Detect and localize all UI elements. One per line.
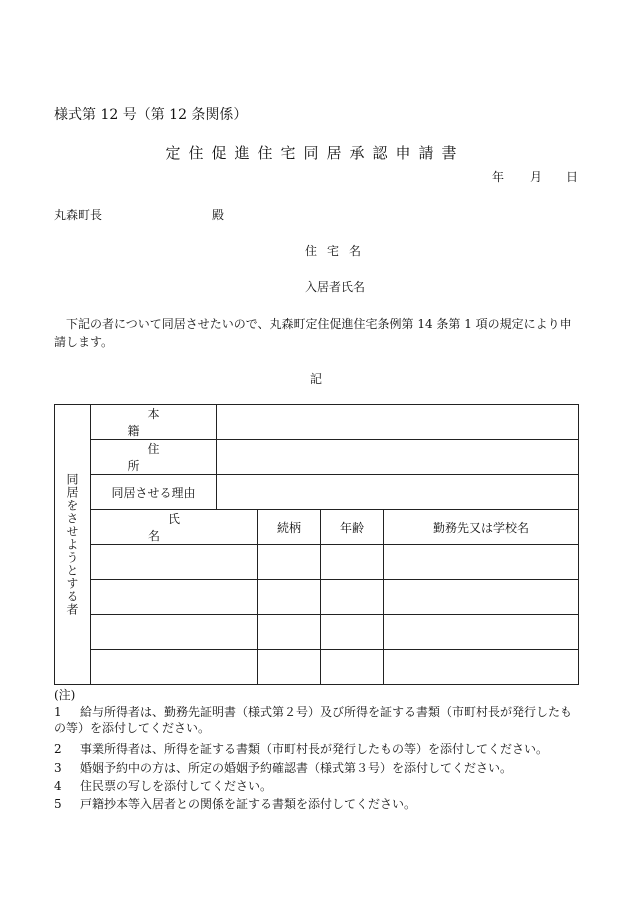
relation-cell[interactable] <box>258 650 321 685</box>
cohabitant-table <box>54 404 579 685</box>
workplace-header: 勤務先又は学校名 <box>384 510 579 545</box>
workplace-cell[interactable] <box>384 580 579 615</box>
honseki-field[interactable] <box>217 405 579 440</box>
addressee: 丸森町長 <box>54 208 103 222</box>
age-cell[interactable] <box>321 650 384 685</box>
date-month-label: 月 <box>530 170 543 184</box>
relation-header: 続柄 <box>258 510 321 545</box>
table-row <box>55 615 579 650</box>
name-cell[interactable] <box>91 580 258 615</box>
name-cell[interactable] <box>91 615 258 650</box>
reason-label: 同居させる理由 <box>91 475 217 510</box>
table-row <box>55 545 579 580</box>
note-item: 4 住民票の写しを添付してください。 <box>54 779 273 793</box>
honorific: 殿 <box>212 208 225 222</box>
cohabitant-side-label: 同居をさせようとする者 <box>55 405 91 685</box>
relation-cell[interactable] <box>258 545 321 580</box>
application-statement: 下記の者について同居させたいので、丸森町定住促進住宅条例第 14 条第 1 項の規定により申請します。 <box>54 317 572 349</box>
date-day-label: 日 <box>566 170 579 184</box>
age-cell[interactable] <box>321 545 384 580</box>
note-item: 1 給与所得者は、勤務先証明書（様式第２号）及び所得を証する書類（市町村長が発行したもの等）を添付してください。 <box>54 705 573 735</box>
relation-cell[interactable] <box>258 580 321 615</box>
age-cell[interactable] <box>321 580 384 615</box>
reason-field[interactable] <box>217 475 579 510</box>
workplace-cell[interactable] <box>384 615 579 650</box>
workplace-cell[interactable] <box>384 650 579 685</box>
honseki-label: 本 籍 <box>91 405 217 440</box>
age-cell[interactable] <box>321 615 384 650</box>
housing-name-label: 住宅名 <box>305 244 372 258</box>
age-header: 年齢 <box>321 510 384 545</box>
date-year-label: 年 <box>492 170 505 184</box>
relation-cell[interactable] <box>258 615 321 650</box>
document-title: 定住促進住宅同居承認申請書 <box>165 144 465 162</box>
ki-marker: 記 <box>310 372 323 386</box>
resident-name-label: 入居者氏名 <box>305 280 366 294</box>
note-item: 5 戸籍抄本等入居者との関係を証する書類を添付してください。 <box>54 797 417 811</box>
address-field[interactable] <box>217 440 579 475</box>
notes-heading: (注) <box>54 688 76 702</box>
address-label: 住 所 <box>91 440 217 475</box>
name-cell[interactable] <box>91 545 258 580</box>
note-item: 3 婚姻予約中の方は、所定の婚姻予約確認書（様式第３号）を添付してください。 <box>54 761 513 775</box>
note-item: 2 事業所得者は、所得を証する書類（市町村長が発行したもの等）を添付してください。 <box>54 742 549 756</box>
form-number: 様式第 12 号（第 12 条関係） <box>54 107 248 123</box>
name-header: 氏 名 <box>91 510 258 545</box>
workplace-cell[interactable] <box>384 545 579 580</box>
table-row <box>55 580 579 615</box>
name-cell[interactable] <box>91 650 258 685</box>
table-row <box>55 650 579 685</box>
